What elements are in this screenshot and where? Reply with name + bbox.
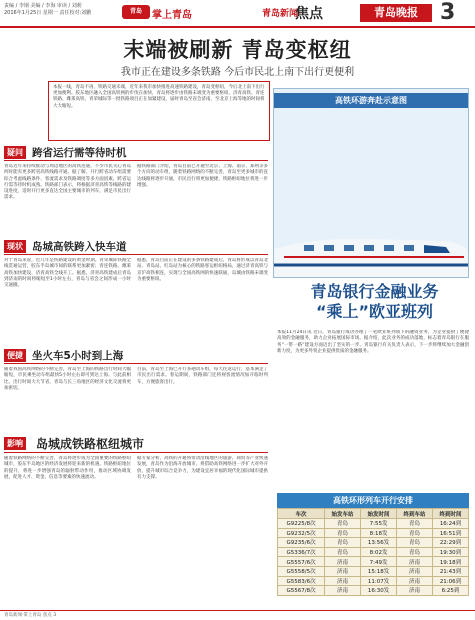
page-number: 3 bbox=[440, 0, 456, 25]
table-cell: G5557/6次 bbox=[278, 557, 325, 567]
table-row bbox=[278, 576, 469, 586]
section-label-status: 现状 bbox=[4, 240, 26, 253]
table-cell: 16:24到 bbox=[432, 519, 468, 529]
table-cell: 6:25到 bbox=[432, 586, 468, 596]
table-row bbox=[278, 519, 469, 529]
table-header-row bbox=[278, 509, 469, 519]
col-header: 始发时间 bbox=[361, 509, 397, 519]
table-cell: 济南 bbox=[325, 557, 361, 567]
section-label-impact: 影响 bbox=[4, 437, 26, 450]
bank-title-line-2: “乘上”欧亚班列 bbox=[315, 302, 434, 321]
table-cell: G9232/5次 bbox=[278, 528, 325, 538]
table-cell: 16:30发 bbox=[361, 586, 397, 596]
map-title: 高铁环游奔赴示意图 bbox=[274, 93, 468, 108]
col-header: 终到时间 bbox=[432, 509, 468, 519]
bank-title-line-1: 青岛银行金融业务 bbox=[310, 282, 439, 301]
col-header: 车次 bbox=[278, 509, 325, 519]
table-cell: G5336/7次 bbox=[278, 547, 325, 557]
table-row bbox=[278, 557, 469, 567]
table-cell: 济南 bbox=[325, 566, 361, 576]
table-row bbox=[278, 566, 469, 576]
section-heading-hub: 岛城成铁路枢纽城市 bbox=[36, 437, 145, 451]
table-cell: 19:18到 bbox=[432, 557, 468, 567]
page-header bbox=[0, 0, 475, 28]
bank-article-title bbox=[287, 282, 462, 322]
bank-article-body: 本报11月24日讯 近日，青岛银行成功办理了一笔欧亚班列项下的融资业务，为企业提供了便捷高效的金融服务，助力企业拓展国际市场。据介绍，此次业务的成功落地，标志着青岛银行在服务“一带一路”建设方面迈出了坚实的一步。青岛银行有关负责人表示，下一步将继续加大金融创新力度，为更多外贸企业提供优质的金融服务。 bbox=[277, 330, 469, 354]
section-3-right-text: 目前，青岛至上海已开行多趟动车组，每天往返运行，基本满足了市民出行需求。春运期间，铁路部门还将视客流情况加开临时列车，方便旅客出行。 bbox=[137, 367, 268, 385]
table-cell: 8:02发 bbox=[361, 547, 397, 557]
table-row bbox=[278, 528, 469, 538]
section-1-left-text: 青岛近年来持续推动与周边地区的高铁连通，不少市民关心青岛何时能有更多跨省高铁线路开通。据了解，开行跨省动车组需要综合考虑线路条件、客流需求及铁路调度等多方面因素，跨省运行需等待时机成熟。铁路部门表示，将根据济青高铁等线路的建设进度，适时开行更多直达全国主要城市的列车，满足市民出行需求。 bbox=[4, 164, 131, 201]
section-4-left-text: 随着铁路网络的不断完善，青岛将逐步成为全国重要的铁路枢纽城市，胶东半岛地区的经济发展将迎来新的机遇。铁路枢纽地位的提升，将进一步增强青岛的辐射带动作用，推动区域协调发展，促进人才、资金、信息等要素的快速流动。 bbox=[4, 456, 131, 480]
table-cell: 7:49发 bbox=[361, 557, 397, 567]
table-cell: 青岛 bbox=[325, 538, 361, 548]
table-cell: G9225/8次 bbox=[278, 519, 325, 529]
col-header: 始发车站 bbox=[325, 509, 361, 519]
table-cell: 青岛 bbox=[325, 528, 361, 538]
table-cell: 青岛 bbox=[397, 528, 433, 538]
app-brand: 掌上青岛 bbox=[152, 10, 192, 21]
table-cell: G5558/5次 bbox=[278, 566, 325, 576]
table-cell: G9235/6次 bbox=[278, 538, 325, 548]
train-schedule-table bbox=[277, 493, 469, 606]
section-2-left-text: 对于青岛来说，近几年是铁路建设的黄金时期。青荣城际铁路全线贯通运营，胶东半岛城市间的联系更加紧密；青连铁路、潍莱高铁加快建设，济青高铁全线开工。据悉，济青高铁建成后青岛到济南的时间将缩短至1小时左右，青岛与省会之间形成一小时交通圈。 bbox=[4, 258, 131, 289]
header-meta-line: 2016年1月25日 星期一 责任校对:刘鹏 bbox=[4, 10, 92, 16]
header-meta-line: 责编 / 李钢 美编 / 李海 审读 / 刘莉 bbox=[4, 3, 82, 9]
newspaper-masthead: 青岛晚报 bbox=[360, 4, 432, 22]
city-label: 青岛新闻· bbox=[262, 9, 302, 19]
table-cell: 济南 bbox=[397, 566, 433, 576]
header-meta bbox=[4, 3, 124, 17]
table-cell: 济南 bbox=[397, 576, 433, 586]
divider bbox=[4, 254, 268, 255]
table-cell: 16:51到 bbox=[432, 528, 468, 538]
table-cell: 青岛 bbox=[397, 547, 433, 557]
divider bbox=[4, 452, 268, 453]
table-cell: G5567/8次 bbox=[278, 586, 325, 596]
main-subheadline: 我市正在建设多条铁路 今后市民北上南下出行更便利 bbox=[120, 67, 355, 78]
table-row bbox=[278, 538, 469, 548]
section-heading-shanghai: 坐火车5小时到上海 bbox=[32, 350, 124, 362]
table-cell: 7:55发 bbox=[361, 519, 397, 529]
table-cell: 22:29到 bbox=[432, 538, 468, 548]
section-heading-fastlane: 岛城高铁跨入快车道 bbox=[32, 241, 127, 253]
table-cell: 济南 bbox=[325, 576, 361, 586]
section-heading-wait: 跨省运行需等待时机 bbox=[32, 147, 127, 159]
main-headline: 末端被刷新 青岛变枢纽 bbox=[123, 38, 352, 62]
table-cell: 济南 bbox=[325, 586, 361, 596]
page-footer: 青岛新闻·掌上青岛 焦点 3 bbox=[0, 610, 475, 620]
table-row bbox=[278, 547, 469, 557]
table-cell: 11:07发 bbox=[361, 576, 397, 586]
table-cell: G5583/6次 bbox=[278, 576, 325, 586]
schedule-grid bbox=[277, 508, 469, 596]
lead-paragraph: 本报一线，青岛不再，铁路交通未端，近年来我市加快推进高速铁路建设，青岛变枢纽，今后北上南下出行更加便利。胶东地区融入全国高铁网的步伐在加快，青岛将逐步由铁路末端变为重要枢纽，济青高铁、青连铁路、潍莱高铁、青荣城际等一批铁路项目正在加紧建设，届时青岛至省会济南、至北京上海等地的时间将大大缩短。 bbox=[48, 81, 270, 141]
train-illustration-icon bbox=[274, 207, 469, 277]
table-cell: 青岛 bbox=[397, 538, 433, 548]
table-cell: 21:06到 bbox=[432, 576, 468, 586]
divider bbox=[4, 160, 268, 161]
table-cell: 19:30到 bbox=[432, 547, 468, 557]
table-cell: 青岛 bbox=[397, 519, 433, 529]
table-title: 高铁环形列车开行安排 bbox=[277, 493, 469, 508]
divider bbox=[4, 363, 268, 364]
section-title: 焦点 bbox=[295, 6, 323, 22]
table-cell: 21:43到 bbox=[432, 566, 468, 576]
table-cell: 济南 bbox=[397, 557, 433, 567]
section-label-convenience: 便捷 bbox=[4, 349, 26, 362]
app-logo: 青岛 bbox=[122, 5, 150, 19]
section-3-left-text: 随着我国高铁网络的不断完善，青岛至上海的铁路出行时间大幅缩短，市民乘坐动车组最快5小时左右即可到达上海。与此前相比，出行时间大大节省，青岛与长三角地区的经济文化交流将更加密切。 bbox=[4, 367, 131, 391]
table-cell: 15:18发 bbox=[361, 566, 397, 576]
table-row bbox=[278, 586, 469, 596]
railway-map-graphic bbox=[273, 88, 469, 278]
table-cell: 青岛 bbox=[325, 519, 361, 529]
section-4-right-text: 据专家分析，高铁的开通将带动沿线地区的旅游、商贸等产业快速发展，青岛作为沿海开放城市，将借助高铁网络进一步扩大对外开放，提升城市综合竞争力，为建设宜居幸福的现代化国际城市提供有力支撑。 bbox=[137, 456, 268, 480]
section-label-question: 疑问 bbox=[4, 146, 26, 159]
section-2-right-text: 据悉，青岛目前正在建设的多条铁路建成后，青岛将形成以青岛北站、青岛站、红岛站为核心的铁路客运枢纽格局，通过济青高铁与京沪高铁相连，实现与全国高铁网的快速联通，岛城由铁路末端变为重要枢纽。 bbox=[137, 258, 268, 282]
table-cell: 8:18发 bbox=[361, 528, 397, 538]
table-cell: 济南 bbox=[397, 586, 433, 596]
table-cell: 青岛 bbox=[325, 547, 361, 557]
section-1-right-text: 据铁路部门介绍，青岛目前已开通至北京、上海、南京、郑州等多个方向的动车组，随着铁路网络的不断完善，青岛至更多城市的直达线路将逐步开通，市民出行将更加便捷，铁路枢纽地位将进一步增强。 bbox=[137, 164, 268, 188]
table-cell: 13:56发 bbox=[361, 538, 397, 548]
col-header: 终到车站 bbox=[397, 509, 433, 519]
